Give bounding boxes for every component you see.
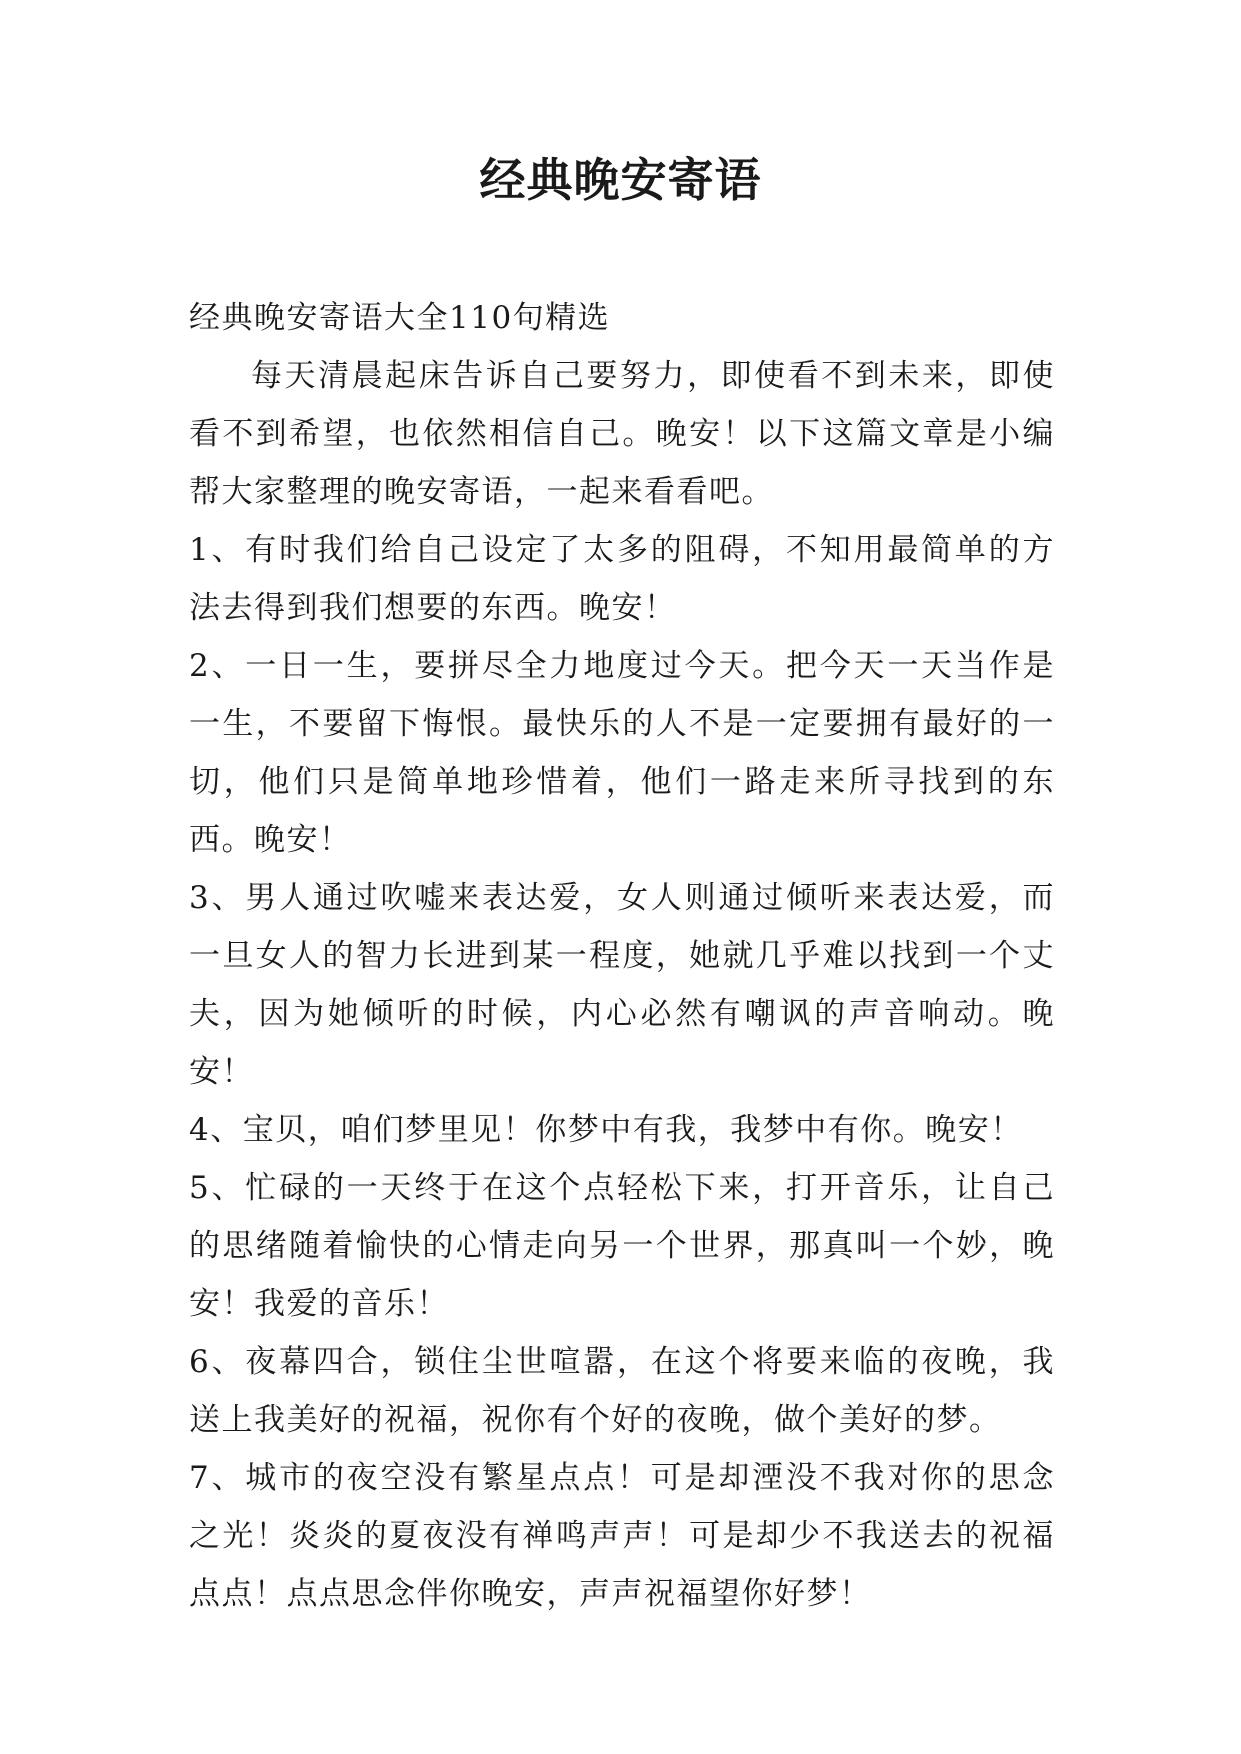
list-item-6: 6、夜幕四合，锁住尘世喧嚣，在这个将要来临的夜晚，我送上我美好的祝福，祝你有个好的夜晚，做个美好的梦。 [189,1344,1055,1438]
list-item-7: 7、城市的夜空没有繁星点点！可是却湮没不我对你的思念之光！炎炎的夏夜没有禅鸣声声！可是却少不我送去的祝福点点！点点思念伴你晚安，声声祝福望你好梦！ [189,1460,1055,1612]
list-item-2: 2、一日一生，要拼尽全力地度过今天。把今天一天当作是一生，不要留下悔恨。最快乐的人不是一定要拥有最好的一切，他们只是简单地珍惜着，他们一路走来所寻找到的东西。晚安！ [189,648,1055,858]
list-item-5: 5、忙碌的一天终于在这个点轻松下来，打开音乐，让自己的思绪随着愉快的心情走向另一个世界，那真叫一个妙，晚安！我爱的音乐！ [189,1170,1055,1322]
document-title: 经典晚安寄语 [479,153,762,207]
list-item-4: 4、宝贝，咱们梦里见！你梦中有我，我梦中有你。晚安！ [189,1112,1023,1148]
intro-paragraph: 每天清晨起床告诉自己要努力，即使看不到未来，即使看不到希望，也依然相信自己。晚安！以下这篇文章是小编帮大家整理的晚安寄语，一起来看看吧。 [189,358,1055,510]
list-item-1: 1、有时我们给自己设定了太多的阻碍，不知用最简单的方法去得到我们想要的东西。晚安！ [189,532,1055,626]
list-item-3: 3、男人通过吹嘘来表达爱，女人则通过倾听来表达爱，而一旦女人的智力长进到某一程度，她就几乎难以找到一个丈夫，因为她倾听的时候，内心必然有嘲讽的声音响动。晚安！ [189,880,1055,1090]
document-body [189,289,1055,1623]
document-subtitle: 经典晚安寄语大全110句精选 [189,300,611,336]
